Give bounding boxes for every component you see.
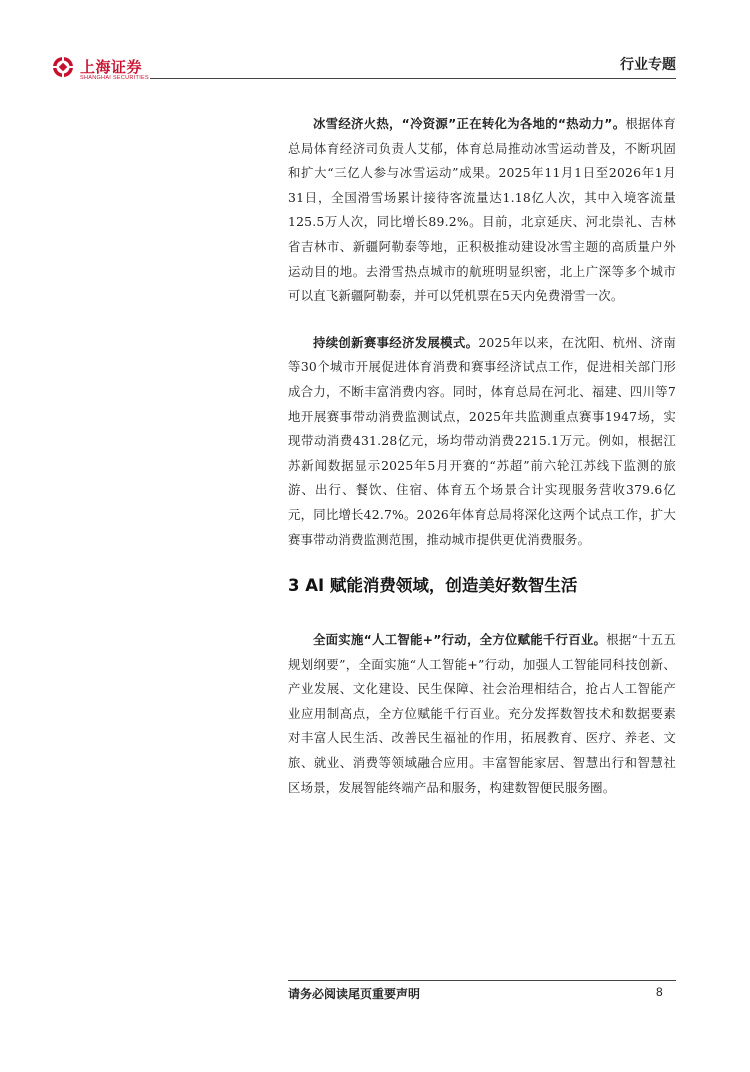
paragraph-ice-snow-economy bbox=[288, 112, 676, 309]
shanghai-securities-logo-icon bbox=[52, 56, 74, 78]
paragraph-lead: 持续创新赛事经济发展模式。 bbox=[313, 334, 479, 350]
logo-chinese-name: 上海证券 bbox=[80, 58, 143, 76]
report-category-title: 行业专题 bbox=[620, 57, 676, 73]
main-content bbox=[288, 112, 676, 800]
page-number: 8 bbox=[656, 985, 663, 999]
paragraph-lead: 全面实施“人工智能+”行动，全方位赋能千行百业。 bbox=[313, 632, 607, 648]
logo-english-name: SHANGHAI SECURITIES bbox=[80, 75, 149, 81]
paragraph-event-economy bbox=[288, 331, 676, 552]
section-heading: 3 AI 赋能消费领域，创造美好数智生活 bbox=[288, 576, 578, 596]
footer-divider bbox=[288, 980, 676, 981]
paragraph-body: 2025年以来，在沈阳、杭州、济南等30个城市开展促进体育消费和赛事经济试点工作，促进相关部门形成合力，不断丰富消费内容。同时，体育总局在河北、福建、四川等7地开展赛事带动消费监测试点，2025年共监测重点赛事1947场，实现带动消费431.28亿元，场均带动消费2215.1万元。例如，根据江苏新闻数据显示2025年5月开赛的“苏超”前六轮江苏线下监测的旅游、出行、餐饮、住宿、体育五个场景合计实现服务营收379.6亿元，同比增长42.7%。2026年体育总局将深化这两个试点工作，扩大赛事带动消费监测范围，推动城市提供更优消费服务。 bbox=[288, 334, 676, 547]
paragraph-lead: 冰雪经济火热，“冷资源”正在转化为各地的“热动力”。 bbox=[313, 116, 626, 131]
paragraph-ai-plus bbox=[288, 628, 676, 800]
paragraph-body: 根据“十五五规划纲要”，全面实施“人工智能+”行动，加强人工智能同科技创新、产业发展、文化建设、民生保障、社会治理相结合，抢占人工智能产业应用制高点，全方位赋能千行百业。充分发挥数智技术和数据要素对丰富人民生活、改善民生福祉的作用，拓展教育、医疗、养老、文旅、就业、消费等领域融合应用。丰富智能家居、智慧出行和智慧社区场景，发展智能终端产品和服务，构建数智便民服务圈。 bbox=[288, 632, 677, 795]
header-divider bbox=[150, 78, 676, 79]
paragraph-body: 根据体育总局体育经济司负责人艾郁，体育总局推动冰雪运动普及，不断巩固和扩大“三亿人参与冰雪运动”成果。2025年11月1日至2026年1月31日，全国滑雪场累计接待客流量达1.18亿人次，其中入境客流量125.5万人次，同比增长89.2%。目前，北京延庆、河北崇礼、吉林省吉林市、新疆阿勒泰等地，正积极推动建设冰雪主题的高质量户外运动目的地。去滑雪热点城市的航班明显织密，北上广深等多个城市可以直飞新疆阿勒泰，并可以凭机票在5天内免费滑雪一次。 bbox=[288, 116, 676, 304]
footer-disclaimer: 请务必阅读尾页重要声明 bbox=[288, 987, 421, 1001]
page-header bbox=[0, 0, 750, 80]
